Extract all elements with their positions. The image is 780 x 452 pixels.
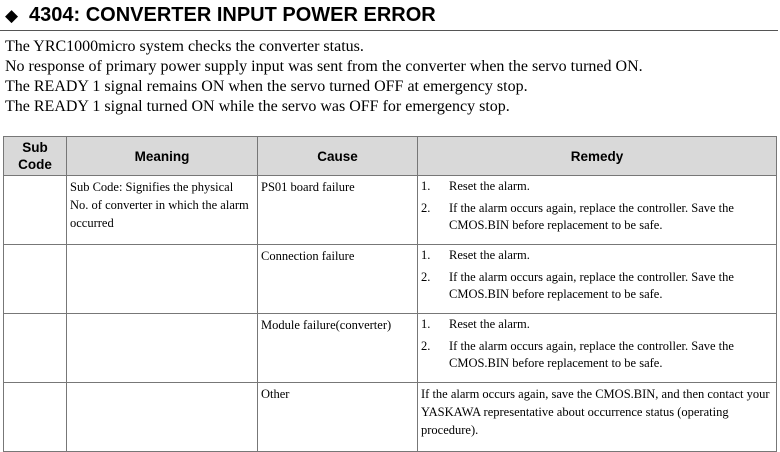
sub-code-cell (4, 176, 67, 245)
intro-line: The READY 1 signal remains ON when the servo turned OFF at emergency stop. (5, 78, 528, 95)
remedy-step: 2. If the alarm occurs again, replace the controller. Save the CMOS.BIN before replacement to be safe. (421, 269, 734, 301)
remedy-steps (421, 247, 773, 304)
header-meaning: Meaning (67, 137, 258, 176)
header-remedy: Remedy (418, 137, 777, 176)
table-row (4, 383, 777, 452)
remedy-step: 1. Reset the alarm. (421, 317, 530, 331)
table-row (4, 245, 777, 314)
diamond-bullet-icon: ◆ (5, 6, 19, 25)
cause-cell: PS01 board failure (258, 176, 418, 245)
header-sub-code: Sub Code (4, 137, 67, 176)
remedy-cell: If the alarm occurs again, save the CMOS.BIN, and then contact your YASKAWA representative about occurrence status (operating procedure). (418, 383, 777, 452)
table-row (4, 176, 777, 245)
header-cause: Cause (258, 137, 418, 176)
cause-cell: Connection failure (258, 245, 418, 314)
remedy-step: 2. If the alarm occurs again, replace the controller. Save the CMOS.BIN before replacement to be safe. (421, 338, 734, 370)
intro-text (5, 37, 643, 117)
remedy-step: 1. Reset the alarm. (421, 248, 530, 262)
remedy-steps (421, 316, 773, 373)
table-header-row (4, 137, 777, 176)
table-row (4, 314, 777, 383)
intro-line: The YRC1000micro system checks the converter status. (5, 38, 364, 55)
intro-line: The READY 1 signal turned ON while the servo was OFF for emergency stop. (5, 98, 510, 115)
meaning-cell (67, 314, 258, 383)
meaning-cell (67, 245, 258, 314)
meaning-cell: Sub Code: Signifies the physical No. of converter in which the alarm occurred (67, 176, 258, 245)
intro-line: No response of primary power supply input was sent from the converter when the servo turned ON. (5, 58, 643, 75)
remedy-step: 1. Reset the alarm. (421, 179, 530, 193)
sub-code-cell (4, 314, 67, 383)
remedy-cell (418, 245, 777, 314)
sub-code-cell (4, 245, 67, 314)
cause-cell: Other (258, 383, 418, 452)
sub-code-cell (4, 383, 67, 452)
remedy-cell (418, 314, 777, 383)
remedy-step: 2. If the alarm occurs again, replace the controller. Save the CMOS.BIN before replacement to be safe. (421, 200, 734, 232)
alarm-title: 4304: CONVERTER INPUT POWER ERROR (29, 4, 436, 26)
page-title (5, 3, 436, 28)
cause-cell: Module failure(converter) (258, 314, 418, 383)
remedy-steps (421, 178, 773, 235)
title-divider (0, 30, 778, 31)
meaning-cell (67, 383, 258, 452)
alarm-table (3, 136, 777, 452)
remedy-cell (418, 176, 777, 245)
